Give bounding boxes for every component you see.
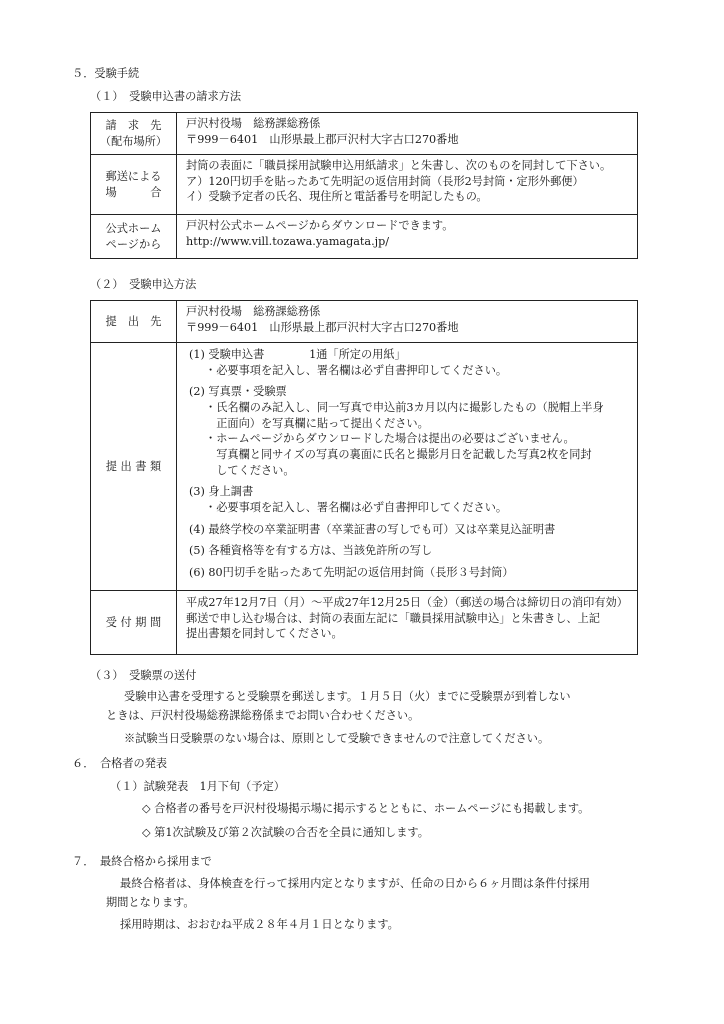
- table-row: [91, 155, 638, 215]
- row-content: 平成27年12月7日（月）～平成27年12月25日（金）（郵送の場合は締切日の消印有効） 郵送で申し込む場合は、封筒の表面左記に「職員採用試験申込」と朱書きし、上記 提出書類を同封してください。: [177, 591, 638, 655]
- table-row: [91, 215, 638, 259]
- documents-list: [177, 343, 638, 591]
- list-item: (3) 身上調書 ・必要事項を記入し、署名欄は必ず自書押印してください。: [189, 485, 508, 515]
- row-label: 受 付 期 間: [91, 591, 177, 655]
- note-line: ※試験当日受験票のない場合は、原則として受験できませんので注意してください。: [124, 732, 550, 745]
- list-item: (5) 各種資格等を有する方は、当該免許所の写し: [189, 544, 433, 558]
- application-method-table: [90, 300, 638, 655]
- row-label: 郵送による 場 合: [91, 155, 177, 215]
- section-7-heading: ７． 最終合格から採用まで: [72, 855, 212, 868]
- section-5-heading: ５．受験手続: [72, 67, 140, 80]
- row-label: 請 求 先 （配布場所）: [91, 113, 177, 155]
- paragraph-line: 期間となります。: [106, 896, 195, 909]
- list-item: (2) 写真票・受験票 ・氏名欄のみ記入し、同一写真で申込前3カ月以内に撮影したもの（脱帽上半身 正面向）を写真欄に貼って提出ください。 ・ホームページからダウンロードした場合は提出の必要はございません。 写真欄と同サイズの写真の裏面に氏名と撮影月日を記載した写真2枚を同封 してください。: [189, 385, 604, 477]
- subsection-3-heading: （３） 受験票の送付: [90, 669, 197, 682]
- paragraph-line: ときは、戸沢村役場総務課総務係までお問い合わせください。: [106, 709, 420, 722]
- row-content: 戸沢村公式ホームページからダウンロードできます。 http://www.vill.tozawa.yamagata.jp/: [177, 215, 638, 259]
- table-row: [91, 113, 638, 155]
- subsection-2-heading: （２） 受験申込方法: [90, 278, 197, 291]
- table-row: [91, 591, 638, 655]
- section-6-heading: ６． 合格者の発表: [72, 757, 168, 770]
- table-row: [91, 301, 638, 343]
- list-item: (1) 受験申込書 1通「所定の用紙」 ・必要事項を記入し、署名欄は必ず自書押印してください。: [189, 348, 508, 377]
- subsection-heading: （１）試験発表 1月下旬（予定）: [110, 780, 285, 793]
- list-item: (6) 80円切手を貼ったあて先明記の返信用封筒（長形３号封筒）: [189, 566, 514, 580]
- row-label: 提 出 書 類: [91, 343, 177, 591]
- list-item: (4) 最終学校の卒業証明書（卒業証書の写しでも可）又は卒業見込証明書: [189, 522, 556, 536]
- list-item: ◇ 合格者の番号を戸沢村役場掲示場に掲示するとともに、ホームページにも掲載します。: [142, 802, 590, 815]
- list-item: ◇ 第1次試験及び第２次試験の合否を全員に通知します。: [142, 826, 429, 839]
- request-method-table: [90, 112, 638, 259]
- row-content: 封筒の表面に「職員採用試験申込用紙請求」と朱書し、次のものを同封して下さい。 ア）120円切手を貼ったあて先明記の返信用封筒（長形2号封筒・定形外郵便） イ）受験予定者の氏名、現住所と電話番号を明記したもの。: [177, 155, 638, 215]
- row-content: 戸沢村役場 総務課総務係 〒999－6401 山形県最上郡戸沢村大字古口270番地: [177, 301, 638, 343]
- table-row: [91, 343, 638, 591]
- paragraph-line: 受験申込書を受理すると受験票を郵送します。１月５日（火）までに受験票が到着しない: [124, 690, 571, 703]
- row-label: 提 出 先: [91, 301, 177, 343]
- row-label: 公式ホーム ページから: [91, 215, 177, 259]
- subsection-1-heading: （１） 受験申込書の請求方法: [90, 90, 242, 103]
- row-content: 戸沢村役場 総務課総務係 〒999－6401 山形県最上郡戸沢村大字古口270番地: [177, 113, 638, 155]
- paragraph-line: 最終合格者は、身体検査を行って採用内定となりますが、任命の日から６ヶ月間は条件付採用: [120, 877, 590, 890]
- paragraph-line: 採用時期は、おおむね平成２８年４月１日となります。: [120, 918, 399, 931]
